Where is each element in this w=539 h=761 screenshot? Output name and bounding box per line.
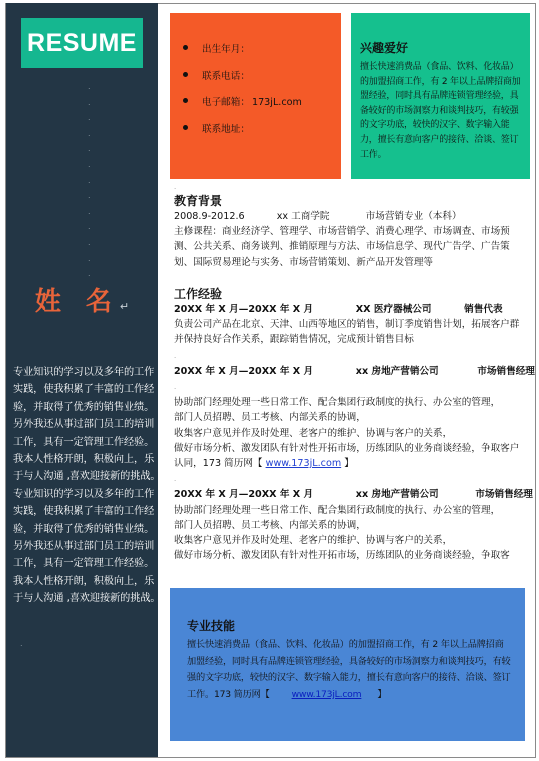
skills-title: 专业技能: [187, 619, 236, 633]
info-email: 电子邮箱： 173jL.com: [183, 94, 341, 121]
education-row: [174, 209, 526, 224]
skills-text: 擅长快速消费品（食品、饮料、化妆品）的加盟招商工作，有 2 年以上品牌招商加盟经验，同时具有品牌连锁管理经验，具备较好的市场洞察力和谈判技巧，有较强的文字功底，较快的汉字、数字输入能力，擅长有意向客户的接待、洽谈、签订工作。173 简历网【 www.173jL.com 】: [187, 639, 511, 700]
education-major: 市场营销专业（本科）: [365, 211, 462, 222]
candidate-name: [6, 281, 158, 318]
job-description: 部门人员招聘、员工考核、内部关系的协调，: [174, 519, 366, 531]
job-header: 20XX 年 X 月—20XX 年 X 月 xx 房地产营销公司 市场销售经理: [174, 489, 533, 501]
education-period: 2008.9-2012.6: [174, 211, 245, 222]
education-school: xx 工商学院: [276, 211, 330, 222]
info-phone: 联系电话：: [183, 68, 341, 95]
work-section: 工作经验 20XX 年 X 月—20XX 年 X 月 XX 医疗器械公司 销售代表 负责公司产品在北京、天津、山西等地区的销售，制订季度销售计划，拓展客户群并保持良好合作关系，跟踪销售情况，完成预计销售目标 . 20XX 年 X 月—20XX 年 X 月 xx 房地产营销公司 市场销售经理 . 协助部门经理处理一些日常工作、配合集团行政制度的执行、办公室的管理， 部门人员招聘、员工考核、内部关系的协调， 收集客户意见并作及时处理、老客户的维护、协调与客户的关系， 做好市场分析、激发团队有针对性开拓市场，历练团队的业务商谈经验，争取客户认同，173 简历网【 www.173jL.com 】 . 20XX 年 X 月—20XX 年 X 月 xx 房地产营销公司 市场销售经理 协助部门经理处理一些日常工作、配合集团行政制度的执行、办公室的管理， 部门人员招聘、员工考核、内部关系的协调， 收集客户意见并作及时处理、老客户的维护、协调与客户的关系， 做好市场分析、激发团队有针对性开拓市场，历练团队的业务商谈经验，争取客: [174, 285, 526, 563]
name-text: 姓 名: [34, 287, 120, 317]
job-description: 做好市场分析、激发团队有针对性开拓市场，历练团队的业务商谈经验，争取客户认同，173 简历网【 www.173jL.com 】: [174, 442, 520, 470]
skills-box: [170, 588, 525, 741]
website-link[interactable]: www.173jL.com: [291, 688, 362, 700]
job-header: 20XX 年 X 月—20XX 年 X 月 XX 医疗器械公司 销售代表: [174, 304, 503, 315]
personal-info-list: [183, 41, 341, 147]
personal-info-box: [170, 13, 341, 179]
hobby-title: 兴趣爱好: [360, 41, 409, 55]
resume-badge: RESUME: [21, 18, 143, 68]
paragraph-marks: . . . . . . . . . . . . .: [88, 82, 91, 279]
work-title: 工作经验: [174, 287, 223, 301]
job-header: 20XX 年 X 月—20XX 年 X 月 xx 房地产营销公司 市场销售经理: [174, 365, 535, 377]
education-title: 教育背景: [174, 194, 223, 208]
job-description: 收集客户意见并作及时处理、老客户的维护、协调与客户的关系，: [174, 427, 453, 439]
self-introduction: [13, 364, 161, 608]
education-section: . 教育背景 2008.9-2012.6 xx 工商学院 市场营销专业（本科） 主修课程：商业经济学、管理学、市场营销学、消费心理学、市场调查、市场预测、公共关系、商务谈判、推销原理与方法、市场信息学、现代广告学、广告策划、国际贸易理论与实务、市场营销策划、新产品开发管理等: [174, 182, 526, 270]
return-mark: ↵: [119, 300, 130, 313]
job-description: 做好市场分析、激发团队有针对性开拓市场，历练团队的业务商谈经验，争取客: [174, 550, 510, 562]
job-description: 协助部门经理处理一些日常工作、配合集团行政制度的执行、办公室的管理，: [174, 397, 501, 409]
bio-paragraph: 专业知识的学习以及多年的工作实践，使我积累了丰富的工作经验，并取得了优秀的销售业绩。另外我还从事过部门员工的培训工作，具有一定管理工作经验。我本人性格开朗，积极向上，乐于与人沟通 ,喜欢迎接新的挑战。: [13, 488, 161, 605]
bio-paragraph: 专业知识的学习以及多年的工作实践，使我积累了丰富的工作经验，并取得了优秀的销售业绩。另外我还从事过部门员工的培训工作，具有一定管理工作经验。我本人性格开朗，积极向上，乐于与人沟通 ,喜欢迎接新的挑战。: [13, 367, 161, 483]
hobby-box: [351, 13, 530, 179]
sidebar: [6, 3, 161, 757]
hobby-text: 擅长快速消费品（食品、饮料、化妆品）的加盟招商工作，有 2 年以上品牌招商加盟经验，同时具有品牌连锁管理经验，具备较好的市场洞察力和谈判技巧，有较强的文字功底，较快的汉字、数字输入能力，擅长有意向客户的接待、洽谈、签订工作。: [360, 62, 521, 160]
paragraph-mark: .: [20, 639, 23, 648]
job-description: 协助部门经理处理一些日常工作、配合集团行政制度的执行、办公室的管理，: [174, 504, 501, 516]
job-description: 负责公司产品在北京、天津、山西等地区的销售，制订季度销售计划，拓展客户群并保持良好合作关系，跟踪销售情况，完成预计销售目标: [174, 319, 520, 346]
education-courses: 主修课程：商业经济学、管理学、市场营销学、消费心理学、市场调查、市场预测、公共关系、商务谈判、推销原理与方法、市场信息学、现代广告学、广告策划、国际贸易理论与实务、市场营销策划、新产品开发管理等: [174, 226, 510, 268]
job-description: 部门人员招聘、员工考核、内部关系的协调，: [174, 412, 366, 424]
job-description: 收集客户意见并作及时处理、老客户的维护、协调与客户的关系，: [174, 535, 453, 547]
info-birth: 出生年月：: [183, 41, 341, 68]
website-link[interactable]: www.173jL.com: [265, 458, 342, 470]
info-address: 联系地址：: [183, 121, 341, 148]
